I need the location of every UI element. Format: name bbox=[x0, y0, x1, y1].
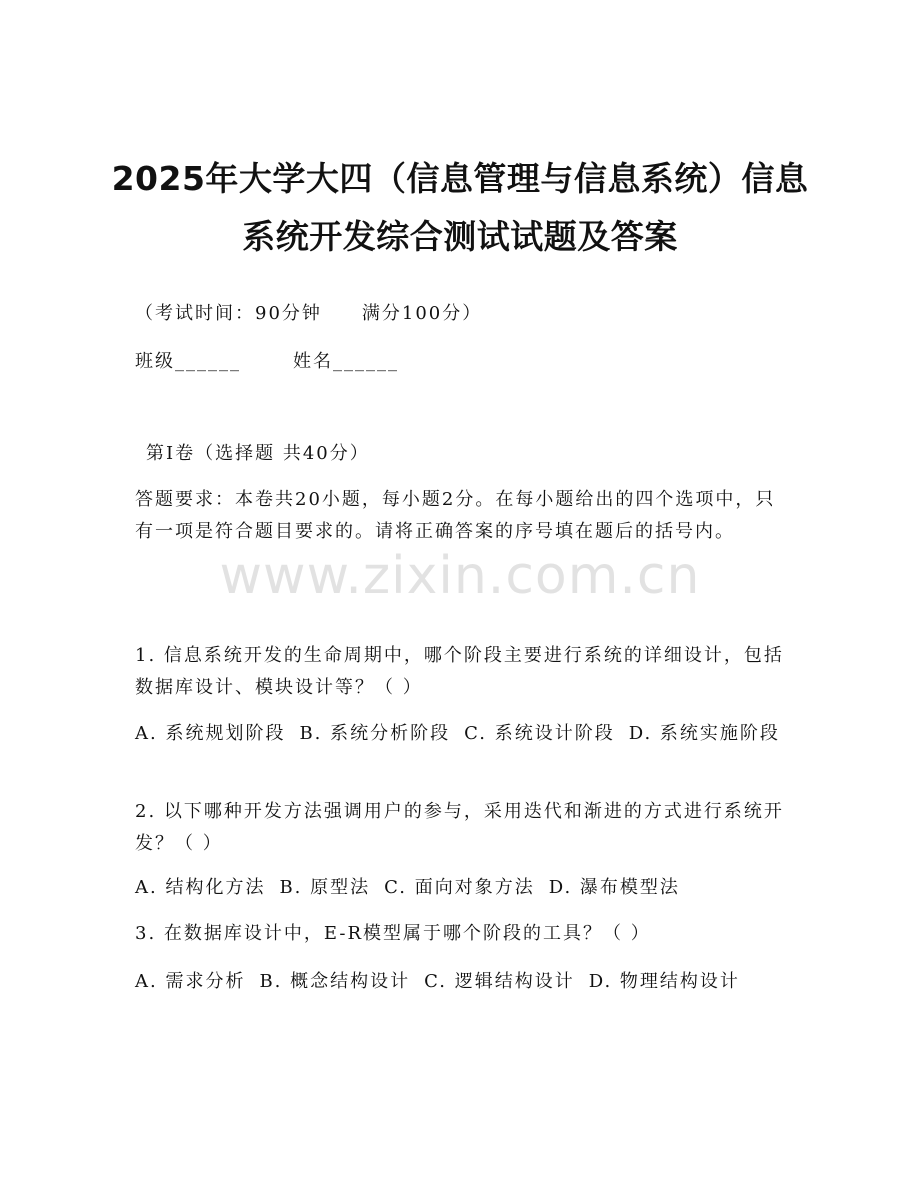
full-score: 满分100分） bbox=[361, 303, 483, 324]
question-3-stem: 3. 在数据库设计中，E-R模型属于哪个阶段的工具？（ ） bbox=[135, 923, 651, 944]
name-field: 姓名______ bbox=[293, 351, 399, 372]
question-2-options bbox=[135, 872, 785, 904]
option-b: B. 系统分析阶段 bbox=[299, 723, 451, 744]
option-b: B. 原型法 bbox=[279, 877, 371, 898]
watermark: www.zixin.com.cn bbox=[219, 546, 701, 606]
option-a: A. 结构化方法 bbox=[135, 877, 266, 898]
document-title: 2025年大学大四（信息管理与信息系统）信息系统开发综合测试试题及答案 bbox=[111, 159, 809, 256]
option-a: A. 需求分析 bbox=[135, 971, 246, 992]
option-c: C. 系统设计阶段 bbox=[464, 723, 615, 744]
answer-requirements: 答题要求：本卷共20小题，每小题2分。在每小题给出的四个选项中，只有一项是符合题目要求的。请将正确答案的序号填在题后的括号内。 bbox=[135, 489, 776, 542]
option-d: D. 瀑布模型法 bbox=[548, 877, 680, 898]
option-c: C. 逻辑结构设计 bbox=[424, 971, 575, 992]
option-d: D. 系统实施阶段 bbox=[628, 723, 780, 744]
exam-meta bbox=[135, 298, 785, 330]
class-field: 班级______ bbox=[135, 351, 241, 372]
option-c: C. 面向对象方法 bbox=[384, 877, 535, 898]
option-d: D. 物理结构设计 bbox=[588, 971, 740, 992]
student-fields bbox=[135, 346, 785, 378]
question-3-options bbox=[135, 966, 785, 998]
option-a: A. 系统规划阶段 bbox=[135, 723, 286, 744]
question-2-stem: 2. 以下哪种开发方法强调用户的参与，采用迭代和渐进的方式进行系统开发？（ ） bbox=[135, 801, 784, 854]
question-1-stem: 1. 信息系统开发的生命周期中，哪个阶段主要进行系统的详细设计，包括数据库设计、模块设计等？（ ） bbox=[135, 645, 784, 698]
exam-time: （考试时间：90分钟 bbox=[135, 303, 322, 324]
question-1-options bbox=[135, 718, 785, 750]
section-heading: 第I卷（选择题 共40分） bbox=[146, 443, 370, 464]
option-b: B. 概念结构设计 bbox=[259, 971, 411, 992]
